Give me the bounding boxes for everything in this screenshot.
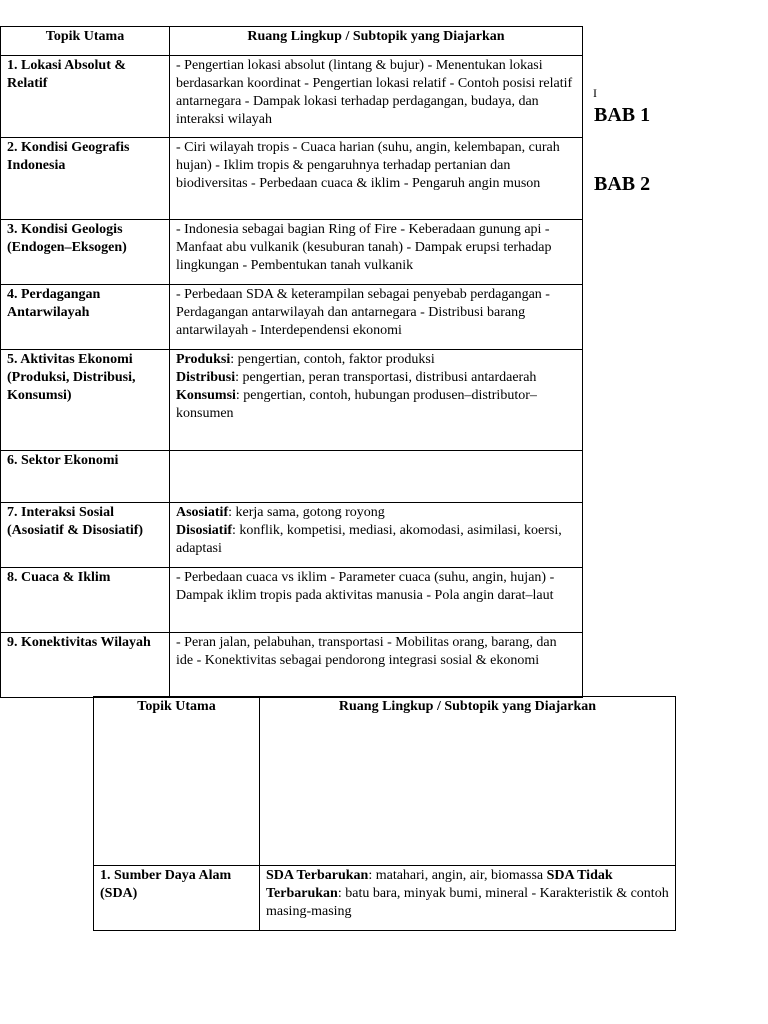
topic-cell: 1. Lokasi Absolut & Relatif xyxy=(1,56,170,138)
scope-cell xyxy=(170,451,583,503)
table-row xyxy=(94,866,676,931)
scope-text: - Ciri wilayah tropis - Cuaca harian (suhu, angin, kelembapan, curah hujan) - Iklim tropis & pengaruhnya terhadap pertanian dan biodiversitas - Perbedaan cuaca & iklim - Pengaruh angin muson xyxy=(176,140,560,191)
scope-text: : pengertian, peran transportasi, distribusi antardaerah xyxy=(235,370,537,385)
topic-cell: 9. Konektivitas Wilayah xyxy=(1,633,170,698)
header-ruang-lingkup: Ruang Lingkup / Subtopik yang Diajarkan xyxy=(170,27,583,56)
topic-cell: 4. Perdagangan Antarwilayah xyxy=(1,285,170,350)
scope-text: : matahari, angin, air, biomassa xyxy=(368,868,547,883)
scope-term: Produksi xyxy=(176,352,231,367)
scope-line xyxy=(176,286,576,340)
topic-cell: 2. Kondisi Geografis Indonesia xyxy=(1,138,170,220)
scope-term: Asosiatif xyxy=(176,505,229,520)
scope-line xyxy=(176,139,576,193)
scope-line xyxy=(176,634,576,670)
scope-term: Konsumsi xyxy=(176,388,236,403)
header-ruang-lingkup: Ruang Lingkup / Subtopik yang Diajarkan xyxy=(260,697,676,866)
scope-text: - Pengertian lokasi absolut (lintang & bujur) - Menentukan lokasi berdasarkan koordinat - Pengertian lokasi relatif - Contoh posisi relatif antarnegara - Dampak lokasi terhadap perdagangan, budaya, dan interaksi wilayah xyxy=(176,58,573,127)
curriculum-table-2 xyxy=(93,696,676,931)
table-row xyxy=(1,138,583,220)
scope-cell xyxy=(260,866,676,931)
scope-line xyxy=(176,522,576,558)
scope-cell xyxy=(170,633,583,698)
topic-cell: 1. Sumber Daya Alam (SDA) xyxy=(94,866,260,931)
table-row xyxy=(1,350,583,451)
scope-cell xyxy=(170,138,583,220)
topic-cell: 5. Aktivitas Ekonomi (Produksi, Distribusi, Konsumsi) xyxy=(1,350,170,451)
topic-cell: 3. Kondisi Geologis (Endogen–Eksogen) xyxy=(1,220,170,285)
scope-text: - Peran jalan, pelabuhan, transportasi - Mobilitas orang, barang, dan ide - Konektivitas sebagai pendorong integrasi sosial & ekonomi xyxy=(176,635,557,668)
scope-line xyxy=(176,569,576,605)
scope-line xyxy=(176,351,576,369)
scope-text: - Indonesia sebagai bagian Ring of Fire - Keberadaan gunung api - Manfaat abu vulkanik (kesuburan tanah) - Dampak erupsi terhadap lingkungan - Pembentukan tanah vulkanik xyxy=(176,222,552,273)
table-row xyxy=(1,568,583,633)
scope-term: SDA Tidak Terbarukan xyxy=(266,868,613,901)
scope-text: : kerja sama, gotong royong xyxy=(228,505,385,520)
scope-text: : konflik, kompetisi, mediasi, akomodasi, asimilasi, koersi, adaptasi xyxy=(176,523,562,556)
scope-text: : pengertian, contoh, hubungan produsen–distributor–konsumen xyxy=(176,388,537,421)
curriculum-table-1 xyxy=(0,26,583,698)
scope-text: - Perbedaan cuaca vs iklim - Parameter cuaca (suhu, angin, hujan) - Dampak iklim tropis pada aktivitas manusia - Pola angin darat–laut xyxy=(176,570,555,603)
topic-cell: 8. Cuaca & Iklim xyxy=(1,568,170,633)
scope-text: - Perbedaan SDA & keterampilan sebagai penyebab perdagangan - Perdagangan antarwilayah dan antarnegara - Distribusi barang antarwilayah - Interdependensi ekonomi xyxy=(176,287,550,338)
scope-text: : batu bara, minyak bumi, mineral - Karakteristik & contoh masing-masing xyxy=(266,886,669,919)
scope-cell xyxy=(170,56,583,138)
side-mark: I xyxy=(593,86,597,100)
topic-cell: 6. Sektor Ekonomi xyxy=(1,451,170,503)
scope-cell xyxy=(170,285,583,350)
table-row xyxy=(1,451,583,503)
header-topik-utama: Topik Utama xyxy=(94,697,260,866)
bab-2-label: BAB 2 xyxy=(594,173,651,195)
scope-line xyxy=(176,57,576,129)
scope-cell xyxy=(170,350,583,451)
table-row xyxy=(1,220,583,285)
scope-line xyxy=(176,369,576,387)
scope-line xyxy=(176,387,576,423)
table-header-row xyxy=(94,697,676,866)
scope-text: : pengertian, contoh, faktor produksi xyxy=(230,352,435,367)
topic-cell: 7. Interaksi Sosial (Asosiatif & Disosiatif) xyxy=(1,503,170,568)
scope-line xyxy=(176,221,576,275)
scope-term: Distribusi xyxy=(176,370,236,385)
table-row xyxy=(1,503,583,568)
table-row xyxy=(1,633,583,698)
scope-cell xyxy=(170,503,583,568)
table-row xyxy=(1,56,583,138)
scope-line xyxy=(176,504,576,522)
scope-cell xyxy=(170,568,583,633)
scope-term: SDA Terbarukan xyxy=(266,868,369,883)
table-header-row xyxy=(1,27,583,56)
table-row xyxy=(1,285,583,350)
scope-term: Disosiatif xyxy=(176,523,232,538)
scope-cell xyxy=(170,220,583,285)
header-topik-utama: Topik Utama xyxy=(1,27,170,56)
bab-1-label: BAB 1 xyxy=(594,104,651,126)
